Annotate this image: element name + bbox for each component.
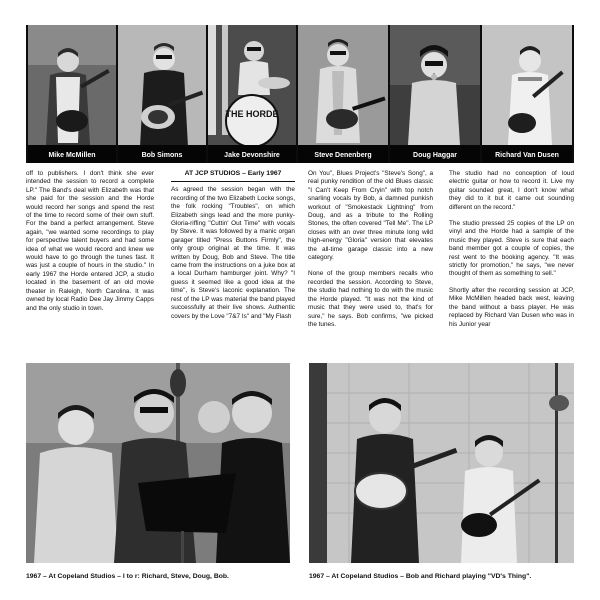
article-paragraph: off to publishers. I don't think she ever intended the session to record a complete LP." The Band's deal with Elizabeth was that she paid for the session and the Horde would record her songs and spend the rest of the time to record some of their own stuff. For the band a perfect arrangement. Steve again, "we wanted some recordings to play for perspective talent buyers and had some idea of what we would record and knew we would have to go through the tunes fast. It was just a couple of hours in the studio." In early 1967 the Horde entered JCP, a studio located in the basement of an old movie theater in Raleigh, North Carolina. It was owned by local Radio Dee Jay Jimmy Capps and the only studio in town. xyxy=(26,170,154,312)
member-photo-jake-devonshire xyxy=(208,25,296,163)
member-name: Jake Devonshire xyxy=(224,152,280,159)
drum-logo-text: THE HORDE xyxy=(225,109,279,119)
band-photo-strip xyxy=(26,25,574,163)
studio-session-photo-icon xyxy=(309,363,574,563)
article-paragraph: Shortly after the recording session at JCP, Mike McMillen headed back west, leaving the band without a bass player. He was replaced by Richard Van Dusen who was in his Junior year xyxy=(449,286,574,328)
guitar-player-photo-icon xyxy=(298,25,388,163)
article-paragraph: On You", Blues Project's "Steve's Song", a real punky rendition of the old Blues classic "I Can't Keep From Cryin" with top notch snarling vocals by Bob, a damned punkish workout of "Smokestack Lightning" from Doug, and as a tribute to the Rolling Stones, the often covered "Tell Me". The LP closes with an over three minute long wild high-energy "Gloria" version that elevates the all-time garage classic into a new category. xyxy=(308,170,433,262)
member-photo-doug-haggar xyxy=(390,25,480,163)
member-photo-mike-mcmillen xyxy=(28,25,116,163)
photo-caption-right: 1967 – At Copeland Studios – Bob and Richard playing "VD's Thing". xyxy=(309,573,532,580)
guitar-player-photo-icon xyxy=(28,25,116,163)
guitar-player-photo-icon xyxy=(118,25,206,163)
studio-photo-left xyxy=(26,363,290,563)
member-name: Bob Simons xyxy=(141,152,183,159)
article-paragraph: As agreed the session began with the recording of the two Elizabeth Locke songs, the folk rocking "Troubles", on which Elizabeth sings lead and the more punky-Gloria-riffing "Cuttin' Out Time" with vocals by Steve. It was followed by a manic organ garager titled "Press Buttons Firmly", the only group original at the time. It was written by Doug, Bob and Steve. The title came from the instructions on a juke box at a local Durham hamburger joint. Why? "I guess it seemed like a good idea at the time", is Steve's laconic explanation. The rest of the LP was material the band played successfully at their live shows. Authentic covers by the Love "7&7 Is" and "My Flash xyxy=(171,186,295,320)
article-paragraph: The studio pressed 25 copies of the LP on vinyl and the Horde had a sample of the music they played. Steve is sure that each band member got a couple of copies, the rest went to the booking agency. "It was strictly for promotion," he says, "we never thought of them as something to sell." xyxy=(449,220,574,278)
guitar-player-photo-icon xyxy=(482,25,572,163)
photo-caption-left: 1967 – At Copeland Studios – l to r: Richard, Steve, Doug, Bob. xyxy=(26,573,229,580)
article-column-4 xyxy=(449,170,574,337)
studio-session-photo-icon xyxy=(26,363,290,563)
article-paragraph: The studio had no conception of loud electric guitar or how to record it. Live my guitar sounded great, I don't know what they did to it but it came out sounding different on the record." xyxy=(449,170,574,211)
member-photo-bob-simons xyxy=(118,25,206,163)
article-column-1 xyxy=(26,170,154,321)
article-column-2 xyxy=(171,170,295,329)
section-heading: AT JCP STUDIOS – Early 1967 xyxy=(171,170,295,182)
member-name: Steve Denenberg xyxy=(314,152,372,159)
member-name: Richard Van Dusen xyxy=(495,152,559,159)
member-name: Mike McMillen xyxy=(48,152,96,159)
member-photo-richard-van-dusen xyxy=(482,25,572,163)
article-column-3 xyxy=(308,170,433,337)
article-paragraph: None of the group members recalls who recorded the session. According to Steve, the studio had nothing to do with the music the Horde played. "It was not the kind of music that they were used to, that's for sure," he says. Bob confirms, "we picked the tunes. xyxy=(308,270,433,328)
member-name: Doug Haggar xyxy=(413,152,457,159)
singer-photo-icon xyxy=(390,25,480,163)
member-photo-steve-denenberg xyxy=(298,25,388,163)
studio-photo-right xyxy=(309,363,574,563)
drummer-photo-icon xyxy=(208,25,296,163)
